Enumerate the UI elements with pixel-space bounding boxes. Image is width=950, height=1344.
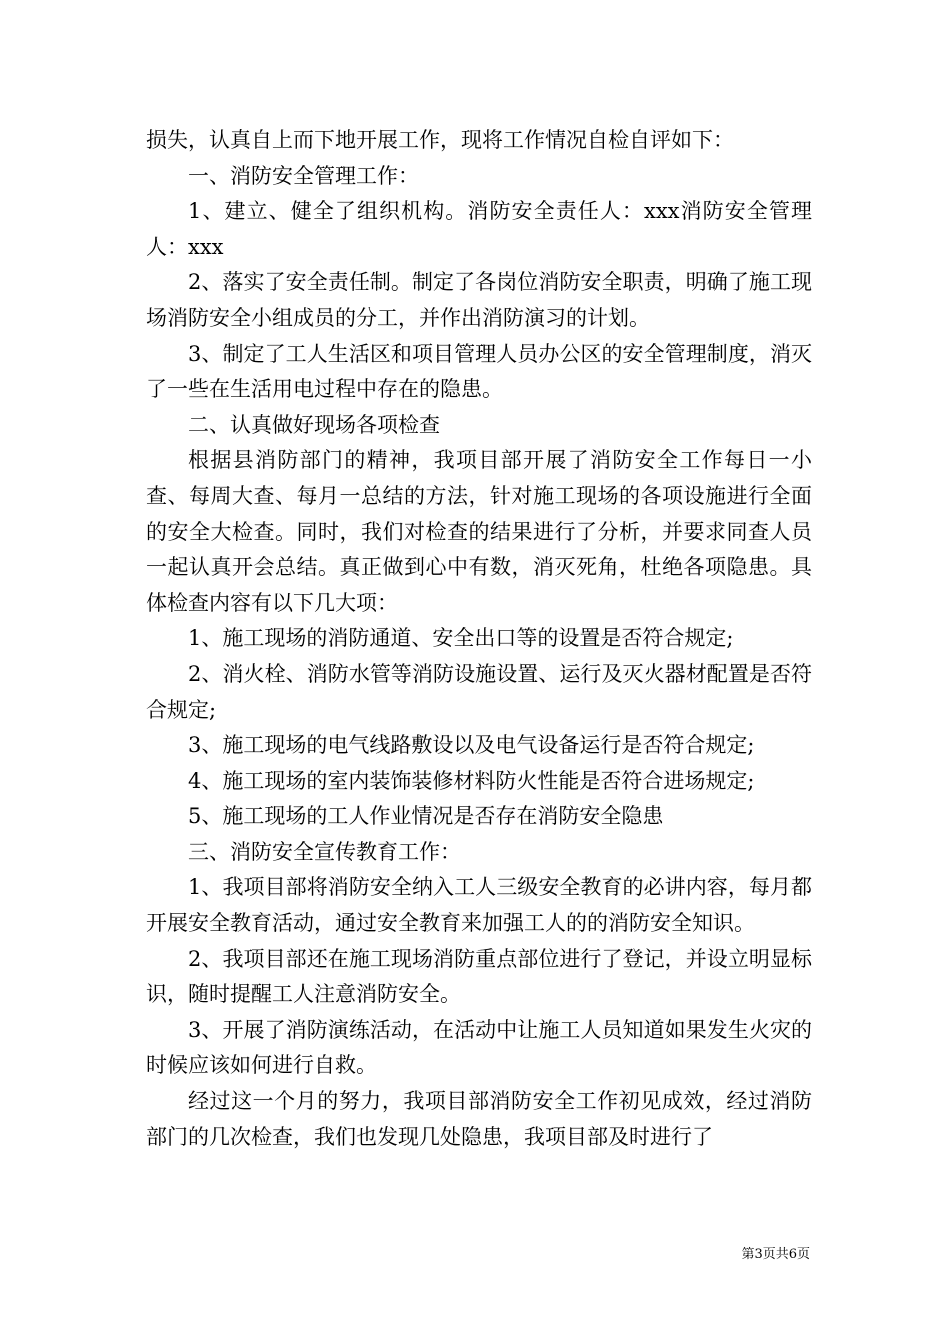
paragraph: 根据县消防部门的精神，我项目部开展了消防安全工作每日一小查、每周大查、每月一总结的方法，针对施工现场的各项设施进行全面的安全大检查。同时，我们对检查的结果进行了分析，并要求同查人员一起认真开会总结。真正做到心中有数，消灭死角，杜绝各项隐患。具体检查内容有以下几大项： <box>146 448 812 615</box>
section-heading-2: 二、认真做好现场各项检查 <box>188 412 440 437</box>
paragraph: 2、落实了安全责任制。制定了各岗位消防安全职责，明确了施工现场消防安全小组成员的分工，并作出消防演习的计划。 <box>146 270 812 330</box>
paragraph: 3、开展了消防演练活动，在活动中让施工人员知道如果发生火灾的时候应该如何进行自救。 <box>146 1017 812 1078</box>
paragraph: 经过这一个月的努力，我项目部消防安全工作初见成效，经过消防部门的几次检查，我们也发现几处隐患，我项目部及时进行了 <box>146 1089 812 1149</box>
page-number: 第3页共6页 <box>741 1247 810 1262</box>
list-item: 5、施工现场的工人作业情况是否存在消防安全隐患 <box>188 804 664 829</box>
paragraph: 1、我项目部将消防安全纳入工人三级安全教育的必讲内容，每月都开展安全教育活动，通过安全教育来加强工人的的消防安全知识。 <box>146 875 812 936</box>
section-heading-1: 一、消防安全管理工作： <box>188 163 419 188</box>
list-item: 1、施工现场的消防通道、安全出口等的设置是否符合规定; <box>188 626 734 651</box>
list-item: 4、施工现场的室内装饰装修材料防火性能是否符合进场规定; <box>188 768 755 793</box>
paragraph: 2、我项目部还在施工现场消防重点部位进行了登记，并设立明显标识，随时提醒工人注意消防安全。 <box>146 946 812 1007</box>
list-item: 3、施工现场的电气线路敷设以及电气设备运行是否符合规定; <box>188 733 755 758</box>
section-heading-3: 三、消防安全宣传教育工作： <box>188 839 461 864</box>
document-body <box>146 123 812 1155</box>
paragraph: 3、制定了工人生活区和项目管理人员办公区的安全管理制度，消灭了一些在生活用电过程中存在的隐患。 <box>146 341 812 402</box>
paragraph: 1、建立、健全了组织机构。消防安全责任人：xxx消防安全管理人：xxx <box>146 199 812 259</box>
paragraph-continuation: 损失，认真自上而下地开展工作，现将工作情况自检自评如下： <box>146 128 734 152</box>
list-item: 2、消火栓、消防水管等消防设施设置、运行及灭火器材配置是否符合规定; <box>146 661 812 722</box>
